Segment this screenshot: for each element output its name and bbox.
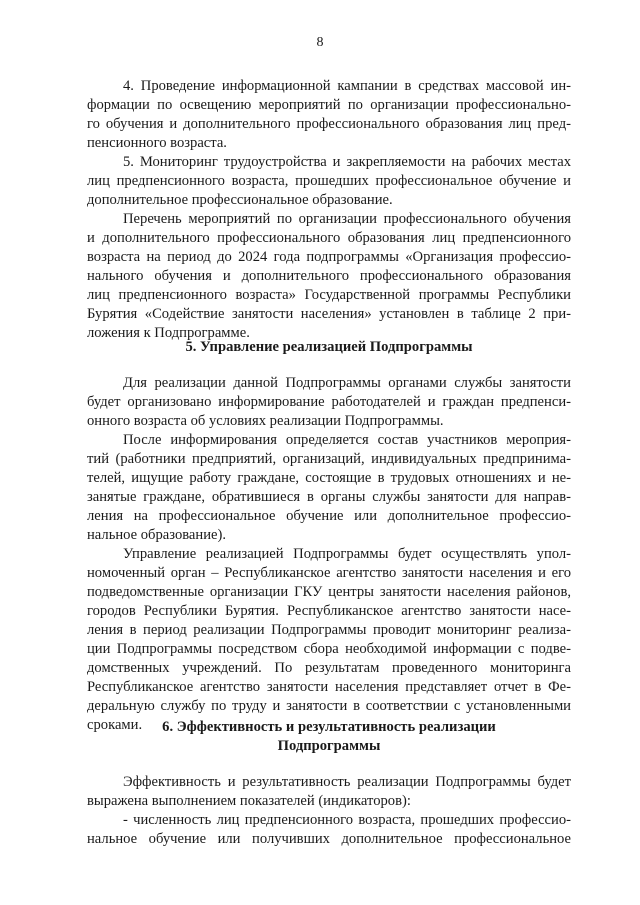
paragraph-management-line: сроками. (87, 717, 143, 733)
list-item-indicator-line: - численность лиц предпенсионного возраста, прошедших профессио- (123, 812, 571, 828)
paragraph-management-line: подведомственные организации ГКУ центры занятости населения районов, (87, 584, 571, 600)
paragraph-participants-line: тий (работники предприятий, организаций, индивидуальных предпринима- (87, 451, 571, 467)
paragraph-management-line: ции Подпрограммы посредством сбора необходимой информации с подве- (87, 641, 571, 657)
paragraph-participants-line: нальное образование). (87, 527, 227, 543)
paragraph-management-line: городов Республики Бурятия. Республиканское агентство занятости насе- (87, 603, 571, 619)
paragraph-item-4-line: го обучения и дополнительного профессионального образования лиц пред- (87, 116, 571, 132)
section-6-heading-line-1: 6. Эффективность и результативность реализации (162, 719, 496, 735)
paragraph-measures-line: нального обучения и дополнительного профессионального образования (87, 268, 571, 284)
paragraph-management-line: деральную службу по труду и занятости в соответствии с установленными (87, 698, 571, 714)
paragraph-management-line: домственных учреждений. По результатам проведенного мониторинга (87, 660, 571, 676)
paragraph-implementation-line: онного возраста об условиях реализации Подпрограммы. (87, 413, 444, 429)
paragraph-item-4-line: пенсионного возраста. (87, 135, 227, 151)
paragraph-measures-line: Бурятия «Содействие занятости населения» установлен в таблице 2 при- (87, 306, 571, 322)
paragraph-implementation-line: будет организовано информирование работодателей и граждан предпенси- (87, 394, 571, 410)
paragraph-measures-line: Перечень мероприятий по организации профессионального обучения (123, 211, 571, 227)
paragraph-management-line: Управление реализацией Подпрограммы будет осуществлять упол- (123, 546, 571, 562)
paragraph-measures-line: и дополнительного профессионального образования лиц предпенсионного (87, 230, 571, 246)
paragraph-item-5-line: 5. Мониторинг трудоустройства и закрепляемости на рабочих местах (123, 154, 571, 170)
section-6-heading-line-2: Подпрограммы (277, 738, 381, 754)
paragraph-item-4-line: 4. Проведение информационной кампании в средствах массовой ин- (123, 78, 571, 94)
list-item-indicator-line: нальное обучение или получивших дополнительное профессиональное (87, 831, 571, 847)
paragraph-efficiency-line: Эффективность и результативность реализации Подпрограммы будет (123, 774, 571, 790)
paragraph-measures-line: возраста на период до 2024 года подпрограммы «Организация профессио- (87, 249, 571, 265)
paragraph-measures-line: лиц предпенсионного возраста» Государственной программы Республики (87, 287, 571, 303)
paragraph-item-5-line: дополнительное профессиональное образование. (87, 192, 393, 208)
paragraph-management-line: ления в период реализации Подпрограммы проводит мониторинг реализа- (87, 622, 571, 638)
paragraph-item-4-line: формации по освещению мероприятий по организации профессионально- (87, 97, 571, 113)
paragraph-management-line: номоченный орган – Республиканское агентство занятости населения и его (87, 565, 571, 581)
paragraph-management-line: Республиканское агентство занятости населения представляет отчет в Фе- (87, 679, 571, 695)
paragraph-participants-line: После информирования определяется состав участников мероприя- (123, 432, 571, 448)
paragraph-participants-line: телей, ищущие работу граждане, состоящие в трудовых отношениях и не- (87, 470, 571, 486)
paragraph-measures-line: ложения к Подпрограмме. (87, 325, 250, 341)
paragraph-participants-line: ления на профессиональное обучение или дополнительное профессио- (87, 508, 571, 524)
paragraph-efficiency-line: выражена выполнением показателей (индикаторов): (87, 793, 411, 809)
paragraph-participants-line: занятые граждане, обратившиеся в органы службы занятости для направ- (87, 489, 571, 505)
paragraph-implementation-line: Для реализации данной Подпрограммы органами службы занятости (123, 375, 571, 391)
page-number: 8 (316, 35, 324, 50)
paragraph-item-5-line: лиц предпенсионного возраста, прошедших профессиональное обучение и (87, 173, 571, 189)
section-5-heading: 5. Управление реализацией Подпрограммы (185, 339, 473, 355)
